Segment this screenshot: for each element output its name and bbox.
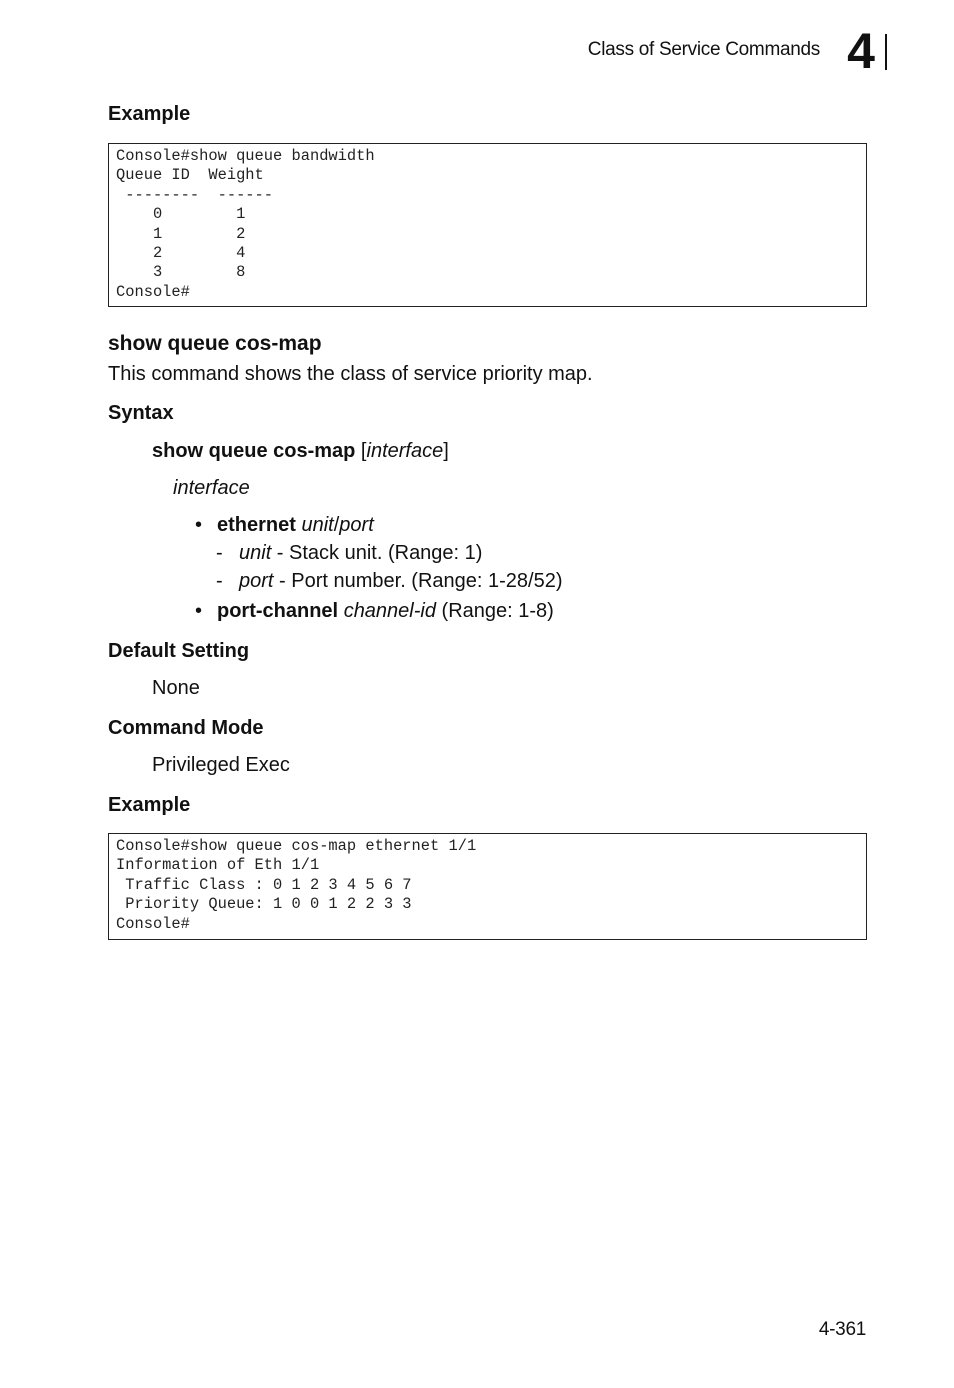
syntax-close-bracket: ] <box>443 440 449 462</box>
badge-rule <box>885 34 887 70</box>
syntax-line <box>152 438 449 464</box>
code-text: Console#show queue bandwidth Queue ID Weight -------- ------ 0 1 1 2 2 4 3 8 Console# <box>116 147 375 301</box>
command-title: show queue cos-map <box>108 332 322 355</box>
sub-item-port <box>239 568 563 594</box>
ethernet-unit: unit <box>301 514 334 536</box>
port-channel-param: channel-id <box>343 600 436 622</box>
command-mode-heading: Command Mode <box>108 717 264 739</box>
code-block-bandwidth <box>108 143 867 307</box>
example-heading: Example <box>108 794 191 816</box>
bullet-ethernet <box>217 512 374 538</box>
default-setting-heading: Default Setting <box>108 640 250 662</box>
ethernet-port: port <box>339 514 374 536</box>
chapter-title: Class of Service Commands <box>587 39 820 60</box>
syntax-param: interface <box>366 440 444 462</box>
chapter-badge <box>841 23 887 79</box>
syntax-command: show queue cos-map <box>152 440 356 462</box>
bullet-symbol: • <box>195 514 203 536</box>
default-setting-value: None <box>152 677 200 699</box>
code-block-cos-map <box>108 833 867 940</box>
bullet-symbol: • <box>195 600 203 622</box>
sub-item-unit <box>239 540 482 566</box>
sub-desc: - Port number. (Range: 1-28/52) <box>273 570 563 592</box>
sub-dash: - <box>216 542 223 564</box>
bullet-port-channel <box>217 598 554 624</box>
sub-dash: - <box>216 570 223 592</box>
ethernet-keyword: ethernet <box>217 514 296 536</box>
page-number: 4-361 <box>818 1319 866 1340</box>
command-description: This command shows the class of service priority map. <box>108 363 593 385</box>
sub-desc: - Stack unit. (Range: 1) <box>271 542 483 564</box>
syntax-open-bracket: [ <box>355 440 367 462</box>
sub-term: unit <box>239 542 272 564</box>
port-channel-range: (Range: 1-8) <box>435 600 554 622</box>
param-label <box>173 475 250 501</box>
command-mode-value: Privileged Exec <box>152 754 290 776</box>
param-name: interface <box>173 477 250 499</box>
port-channel-keyword: port-channel <box>217 600 339 622</box>
chapter-number: 4 <box>847 23 875 79</box>
sub-term: port <box>239 570 274 592</box>
syntax-heading: Syntax <box>108 402 174 424</box>
ethernet-slash: / <box>333 514 340 536</box>
example-heading: Example <box>108 103 191 125</box>
code-text: Console#show queue cos-map ethernet 1/1 Information of Eth 1/1 Traffic Class : 0 1 2 3 4 5 6 7 Priority Queue: 1 0 0 1 2 2 3 3 Console# <box>116 837 477 933</box>
